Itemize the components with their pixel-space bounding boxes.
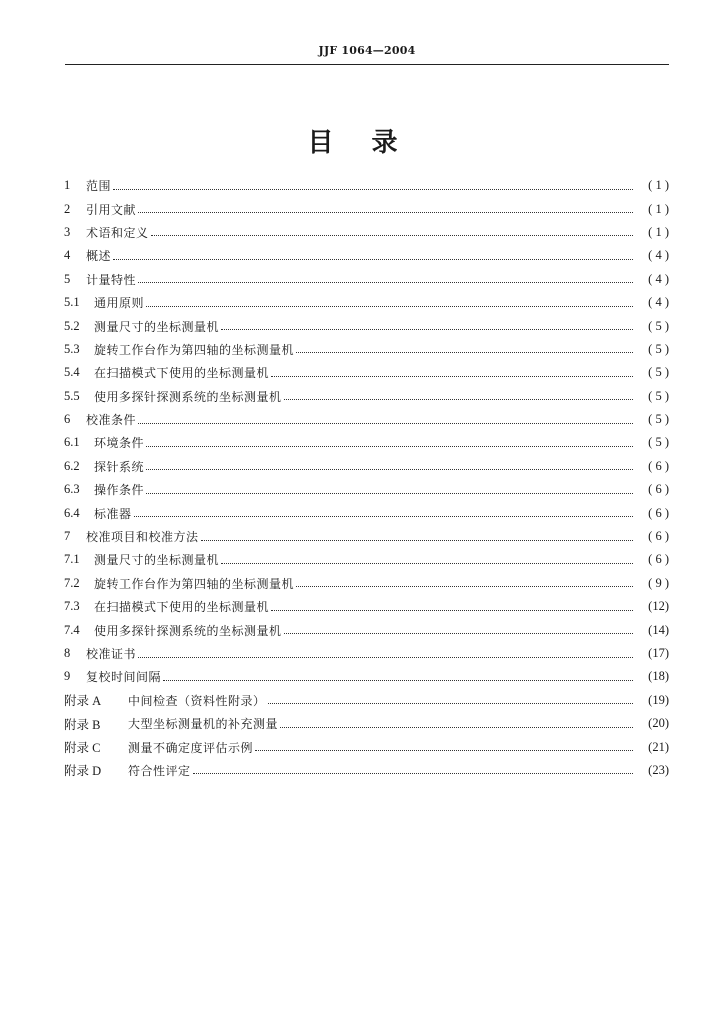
toc-entry-page: ( 5 ) <box>648 388 669 403</box>
toc-entry-number: 7.3 <box>64 599 80 614</box>
toc-entry-number: 5.2 <box>64 318 80 333</box>
toc-entry-number: 8 <box>64 646 71 660</box>
toc-entry-page: ( 5 ) <box>648 341 669 356</box>
toc-entry-title: 探针系统 <box>94 459 145 474</box>
toc-entry-title: 旋转工作台作为第四轴的坐标测量机 <box>94 576 295 591</box>
toc-entry-title: 校准条件 <box>86 413 137 428</box>
toc-entry-page: ( 4 ) <box>648 248 669 263</box>
toc-entry-page: ( 5 ) <box>648 365 669 380</box>
toc-entry[interactable] <box>64 735 669 758</box>
toc-dot-leader <box>271 609 633 611</box>
toc-entry[interactable] <box>64 291 669 314</box>
toc-entry-page: ( 4 ) <box>648 295 669 310</box>
toc-entry[interactable] <box>64 244 669 267</box>
table-of-contents <box>64 174 669 782</box>
toc-dot-leader <box>221 328 633 330</box>
toc-entry-number: 5.3 <box>64 341 80 356</box>
toc-entry[interactable] <box>64 642 669 665</box>
toc-entry-page: ( 5 ) <box>648 412 669 427</box>
toc-entry-title: 环境条件 <box>94 436 145 451</box>
toc-entry[interactable] <box>64 595 669 618</box>
toc-entry-title: 操作条件 <box>94 483 145 498</box>
toc-entry[interactable] <box>64 385 669 408</box>
toc-dot-leader <box>138 211 633 213</box>
toc-entry-page: ( 6 ) <box>648 505 669 520</box>
toc-entry[interactable] <box>64 501 669 524</box>
toc-entry-number: 6.4 <box>64 505 80 520</box>
toc-dot-leader <box>284 632 633 634</box>
toc-entry-page: (21) <box>648 739 669 754</box>
document-code-header: JJF 1064—2004 <box>318 44 416 57</box>
toc-entry-title: 校准证书 <box>86 647 137 661</box>
toc-entry-title: 范围 <box>86 179 112 194</box>
toc-dot-leader <box>163 679 633 681</box>
toc-entry-number: 5 <box>64 271 71 286</box>
toc-entry-page: (18) <box>648 669 669 684</box>
toc-dot-leader <box>296 351 633 353</box>
toc-dot-leader <box>151 234 633 236</box>
toc-dot-leader <box>201 539 633 541</box>
toc-entry-number: 7.2 <box>64 575 80 590</box>
toc-entry-page: ( 5 ) <box>648 318 669 333</box>
toc-entry-number: 9 <box>64 669 71 684</box>
toc-dot-leader <box>113 188 633 190</box>
toc-entry-page: (12) <box>648 599 669 614</box>
toc-entry[interactable] <box>64 548 669 571</box>
toc-dot-leader <box>138 422 633 424</box>
toc-entry-title: 测量尺寸的坐标测量机 <box>94 319 220 334</box>
toc-dot-leader <box>146 445 633 447</box>
toc-entry-number: 6 <box>64 412 71 427</box>
toc-entry-number: 3 <box>64 224 71 239</box>
toc-dot-leader <box>138 656 633 658</box>
toc-dot-leader <box>221 562 633 564</box>
toc-entry[interactable] <box>64 572 669 595</box>
toc-entry-page: (14) <box>648 622 669 637</box>
toc-dot-leader <box>268 702 633 704</box>
toc-entry[interactable] <box>64 618 669 641</box>
toc-entry-title: 概述 <box>86 249 112 264</box>
toc-entry-title: 复校时间间隔 <box>86 670 162 685</box>
toc-entry[interactable] <box>64 689 669 712</box>
toc-dot-leader <box>146 492 633 494</box>
toc-dot-leader <box>193 772 633 774</box>
toc-entry-title: 符合性评定 <box>128 763 191 778</box>
toc-entry-page: ( 6 ) <box>648 529 669 544</box>
toc-entry[interactable] <box>64 525 669 548</box>
toc-entry-number: 2 <box>64 201 71 216</box>
toc-entry[interactable] <box>64 478 669 501</box>
toc-dot-leader <box>284 398 633 400</box>
toc-entry-number: 5.1 <box>64 295 80 310</box>
toc-entry-title: 旋转工作台作为第四轴的坐标测量机 <box>94 342 295 357</box>
toc-entry-title: 测量尺寸的坐标测量机 <box>94 553 220 568</box>
toc-entry[interactable] <box>64 314 669 337</box>
toc-entry-title: 在扫描模式下使用的坐标测量机 <box>94 600 270 615</box>
toc-entry[interactable] <box>64 455 669 478</box>
toc-entry-number: 7 <box>64 529 71 544</box>
toc-dot-leader <box>138 281 633 283</box>
toc-entry-number: 5.4 <box>64 365 80 380</box>
header-rule <box>65 64 669 65</box>
toc-entry-page: (20) <box>648 716 669 731</box>
toc-entry-page: ( 1 ) <box>648 201 669 216</box>
toc-dot-leader <box>271 375 633 377</box>
toc-dot-leader <box>255 749 633 751</box>
toc-entry[interactable] <box>64 759 669 782</box>
toc-entry-title: 大型坐标测量机的补充测量 <box>128 717 279 732</box>
toc-entry-number: 6.1 <box>64 435 80 450</box>
toc-entry-number: 1 <box>64 178 71 193</box>
toc-dot-leader <box>146 468 633 470</box>
toc-entry-page: ( 9 ) <box>648 575 669 590</box>
toc-entry[interactable] <box>64 338 669 361</box>
toc-entry-page: (23) <box>648 762 669 777</box>
toc-entry-page: (17) <box>648 646 669 660</box>
toc-entry-title: 计量特性 <box>86 272 137 287</box>
toc-entry[interactable] <box>64 221 669 244</box>
toc-entry-title: 在扫描模式下使用的坐标测量机 <box>94 366 270 381</box>
toc-entry-title: 标准器 <box>94 506 132 521</box>
toc-dot-leader <box>146 305 633 307</box>
toc-entry-title: 中间检查（资料性附录） <box>128 693 266 708</box>
toc-entry-number: 5.5 <box>64 388 80 403</box>
toc-entry-number: 6.3 <box>64 482 80 497</box>
page-title: 目录 <box>307 128 436 158</box>
toc-entry-number: 附录 D <box>64 764 102 779</box>
toc-entry-title: 校准项目和校准方法 <box>86 530 199 545</box>
toc-entry-page: ( 1 ) <box>648 224 669 239</box>
toc-entry-page: ( 6 ) <box>648 552 669 567</box>
toc-entry[interactable] <box>64 665 669 688</box>
toc-dot-leader <box>134 515 633 517</box>
toc-entry-title: 测量不确定度评估示例 <box>128 740 254 755</box>
toc-entry-page: ( 6 ) <box>648 458 669 473</box>
toc-entry[interactable] <box>64 431 669 454</box>
toc-entry-page: ( 6 ) <box>648 482 669 497</box>
toc-dot-leader <box>296 585 633 587</box>
toc-dot-leader <box>280 726 633 728</box>
toc-entry-title: 术语和定义 <box>86 225 149 240</box>
toc-entry-number: 4 <box>64 248 71 263</box>
toc-entry-page: ( 5 ) <box>648 435 669 450</box>
toc-entry-title: 使用多探针探测系统的坐标测量机 <box>94 389 282 404</box>
toc-entry-title: 引用文献 <box>86 202 137 217</box>
toc-entry-title: 使用多探针探测系统的坐标测量机 <box>94 623 282 638</box>
toc-entry-number: 附录 C <box>64 741 101 756</box>
toc-entry-title: 通用原则 <box>94 296 145 311</box>
toc-entry[interactable] <box>64 712 669 735</box>
toc-entry-number: 7.4 <box>64 622 80 637</box>
toc-entry-number: 6.2 <box>64 458 80 473</box>
toc-entry-number: 7.1 <box>64 552 80 567</box>
toc-entry[interactable] <box>64 408 669 431</box>
toc-entry[interactable] <box>64 361 669 384</box>
toc-entry[interactable] <box>64 268 669 291</box>
toc-entry-number: 附录 B <box>64 717 101 732</box>
toc-entry[interactable] <box>64 197 669 220</box>
toc-entry-page: ( 4 ) <box>648 271 669 286</box>
toc-entry-page: ( 1 ) <box>648 178 669 193</box>
toc-entry-page: (19) <box>648 692 669 707</box>
toc-entry[interactable] <box>64 174 669 197</box>
toc-dot-leader <box>113 258 633 260</box>
toc-entry-number: 附录 A <box>64 694 102 709</box>
